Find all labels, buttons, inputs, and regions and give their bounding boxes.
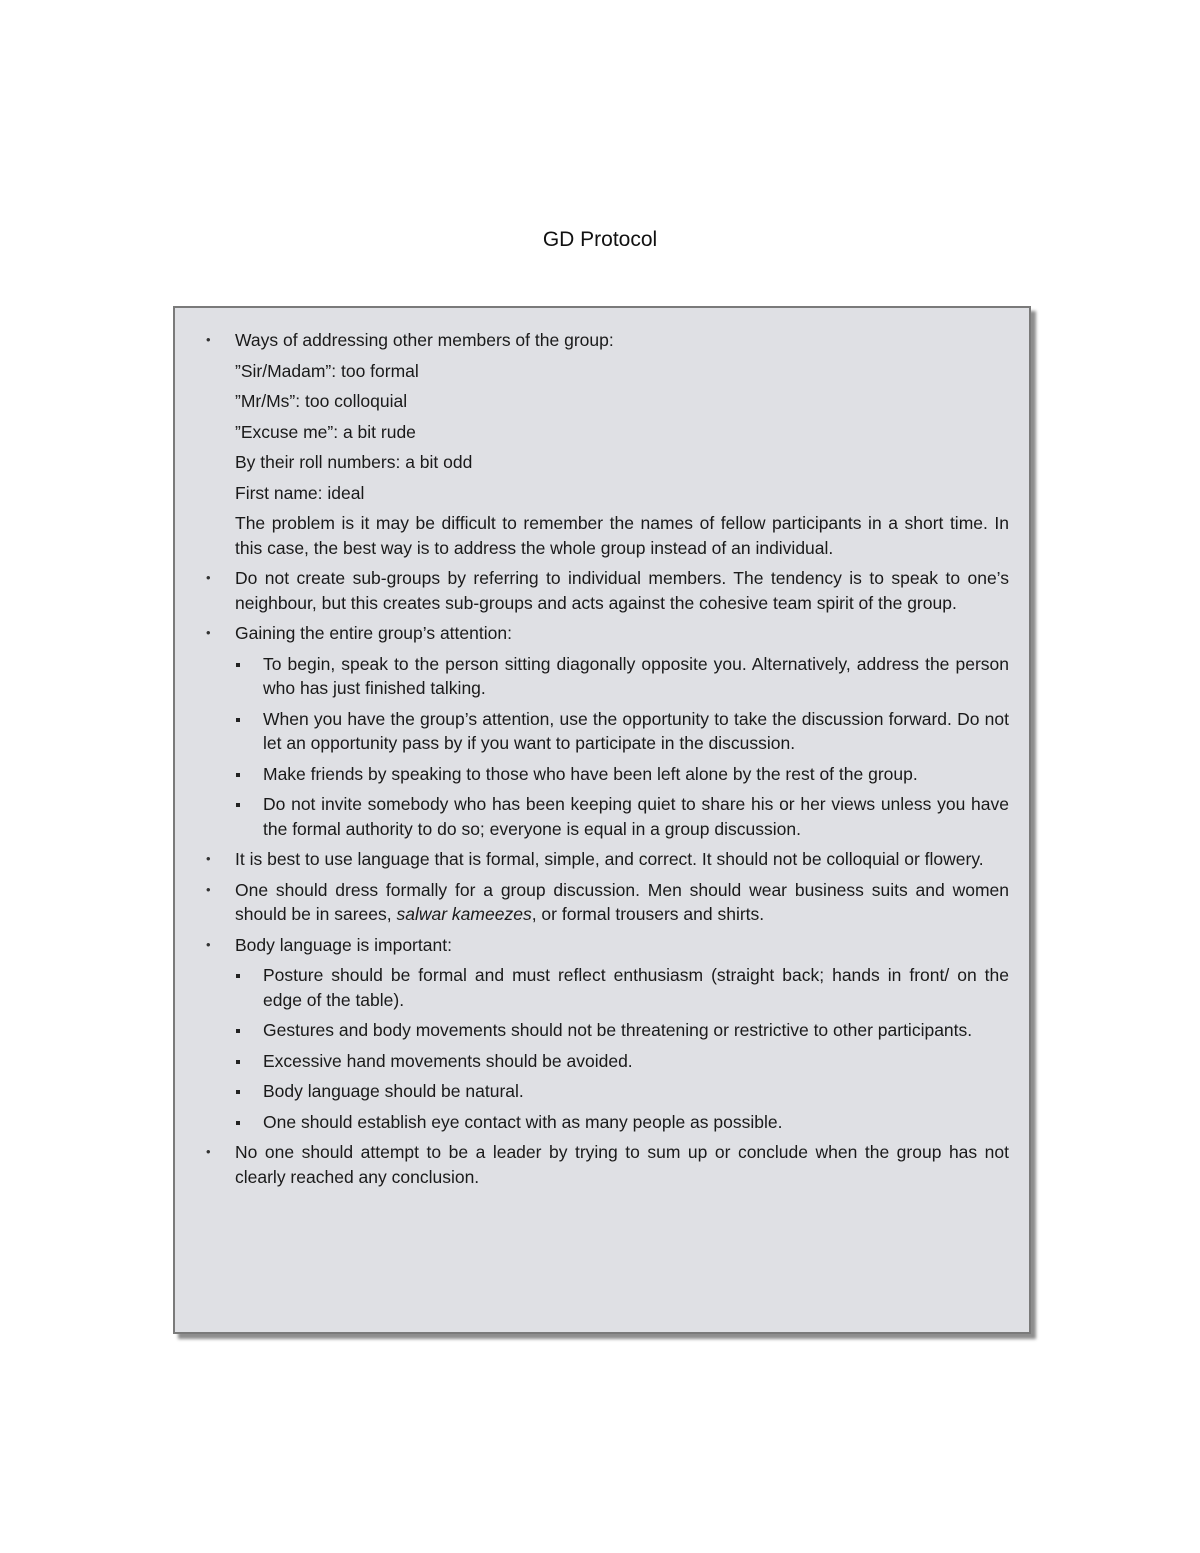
bullet-icon: • bbox=[206, 881, 211, 897]
bullet-item-attention bbox=[206, 621, 1009, 841]
sub-bullet-text: Make friends by speaking to those who have been left alone by the rest of the group. bbox=[263, 763, 918, 784]
bullet-item-body-language bbox=[206, 933, 1009, 1135]
sub-bullet-text: To begin, speak to the person sitting diagonally opposite you. Alternatively, address the person who has just finished talking. bbox=[263, 653, 1009, 698]
sub-bullet-text: Body language should be natural. bbox=[263, 1081, 524, 1101]
sub-bullet-text: Do not invite somebody who has been keeping quiet to share his or her views unless you have the formal authority to do so; everyone is equal in a group discussion. bbox=[263, 794, 1009, 839]
addressing-option: First name: ideal bbox=[235, 482, 365, 503]
bullet-icon: • bbox=[206, 625, 211, 640]
sub-bullet-text: Gestures and body movements should not be threatening or restrictive to other participants. bbox=[263, 1020, 973, 1040]
addressing-option: ”Excuse me”: a bit rude bbox=[235, 421, 416, 442]
protocol-box bbox=[173, 306, 1031, 1334]
sub-bullet-item bbox=[263, 1079, 1009, 1104]
square-bullet-icon bbox=[236, 1029, 240, 1033]
sub-bullet-item bbox=[263, 762, 1009, 787]
sub-bullet-item bbox=[263, 963, 1009, 1012]
body-language-subitems bbox=[235, 963, 1009, 1134]
addressing-option: By their roll numbers: a bit odd bbox=[235, 452, 473, 472]
square-bullet-icon bbox=[236, 718, 240, 722]
bullet-icon: • bbox=[206, 332, 211, 347]
sub-bullet-text: One should establish eye contact with as many people as possible. bbox=[263, 1111, 783, 1132]
item-text: Do not create sub-groups by referring to individual members. The tendency is to speak to one’s neighbour, but this creates sub-groups and acts against the cohesive team spirit of the group. bbox=[235, 568, 1009, 613]
addressing-options bbox=[235, 359, 1009, 561]
item-lead: Body language is important: bbox=[235, 934, 452, 955]
bullet-icon: • bbox=[206, 851, 211, 866]
sub-bullet-item bbox=[263, 792, 1009, 841]
bullet-item-language bbox=[206, 847, 1009, 872]
square-bullet-icon bbox=[236, 663, 240, 667]
item-lead: Ways of addressing other members of the group: bbox=[235, 330, 614, 350]
dress-text-italic: salwar kameezes bbox=[396, 904, 532, 924]
addressing-option: ”Sir/Madam”: too formal bbox=[235, 360, 419, 381]
item-text: It is best to use language that is formal, simple, and correct. It should not be colloquial or flowery. bbox=[235, 849, 984, 869]
item-text: No one should attempt to be a leader by trying to sum up or conclude when the group has not clearly reached any conclusion. bbox=[235, 1142, 1009, 1187]
sub-bullet-text: When you have the group’s attention, use the opportunity to take the discussion forward. Do not let an opportunity pass by if you want to participate in the discussion. bbox=[263, 708, 1009, 753]
sub-bullet-item bbox=[263, 1049, 1009, 1074]
sub-bullet-text: Excessive hand movements should be avoided. bbox=[263, 1050, 633, 1071]
square-bullet-icon bbox=[236, 773, 240, 777]
bullet-item-leader bbox=[206, 1140, 1009, 1189]
sub-bullet-item bbox=[263, 652, 1009, 701]
bullet-icon: • bbox=[206, 936, 211, 952]
sub-bullet-item bbox=[263, 1018, 1009, 1043]
sub-bullet-item bbox=[263, 707, 1009, 756]
bullet-item-subgroups bbox=[206, 566, 1009, 615]
square-bullet-icon bbox=[236, 1121, 240, 1125]
square-bullet-icon bbox=[236, 1090, 240, 1094]
addressing-paragraph: The problem is it may be difficult to remember the names of fellow participants in a short time. In this case, the best way is to address the whole group instead of an individual. bbox=[235, 513, 1009, 558]
addressing-option: ”Mr/Ms”: too colloquial bbox=[235, 391, 408, 411]
bullet-item-addressing bbox=[206, 328, 1009, 560]
attention-subitems bbox=[235, 652, 1009, 842]
square-bullet-icon bbox=[236, 1060, 240, 1064]
square-bullet-icon bbox=[236, 803, 240, 807]
page-title: GD Protocol bbox=[542, 228, 658, 251]
dress-text-after: , or formal trousers and shirts. bbox=[531, 904, 765, 924]
bullet-icon: • bbox=[206, 570, 211, 585]
item-lead: Gaining the entire group’s attention: bbox=[235, 623, 512, 643]
square-bullet-icon bbox=[236, 974, 240, 978]
bullet-icon: • bbox=[206, 1144, 211, 1159]
bullet-item-dress bbox=[206, 878, 1009, 927]
item-text bbox=[235, 878, 1009, 927]
dress-text-before: One should dress formally for a group discussion. Men should wear business suits and women should be in sarees, bbox=[235, 879, 1009, 924]
sub-bullet-text: Posture should be formal and must reflect enthusiasm (straight back; hands in front/ on the edge of the table). bbox=[263, 965, 1009, 1010]
sub-bullet-item bbox=[263, 1110, 1009, 1135]
